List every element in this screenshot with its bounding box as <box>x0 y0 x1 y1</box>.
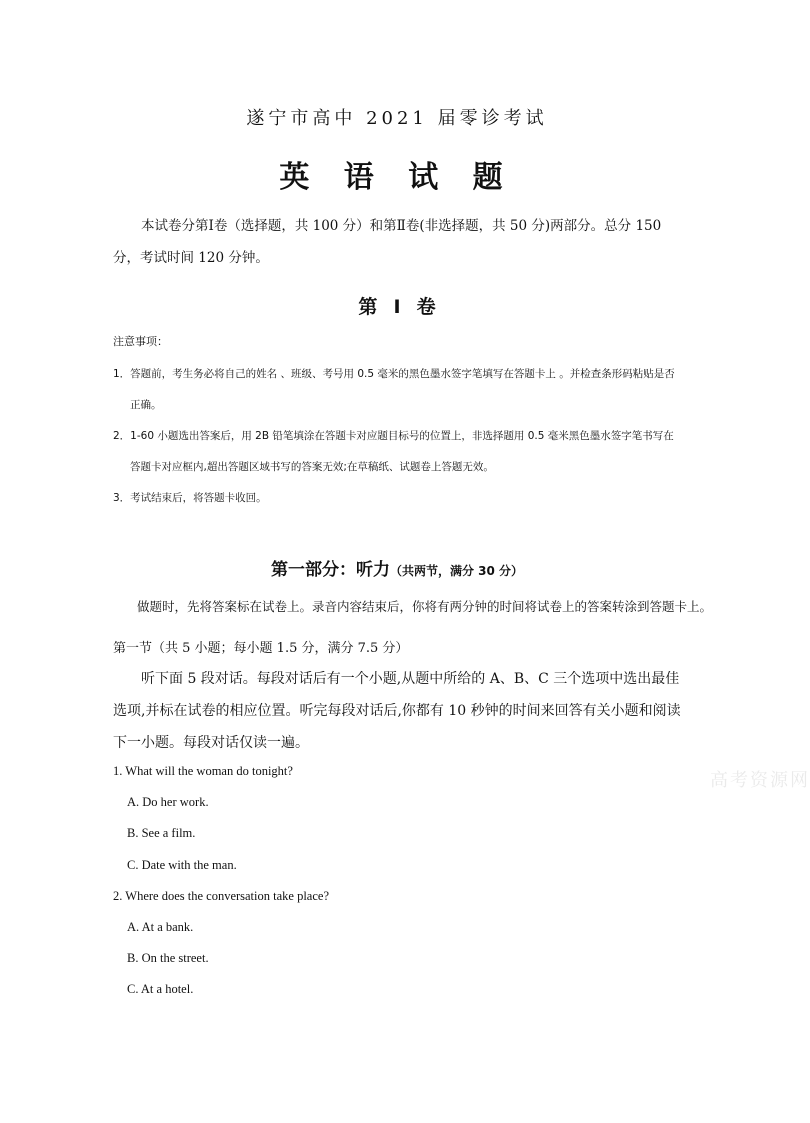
part1-instruction: 做题时，先将答案标在试卷上。录音内容结束后，你将有两分钟的时间将试卷上的答案转涂到答题卡上。 <box>137 599 713 614</box>
section1-body: 听下面 5 段对话。每段对话后有一个小题,从题中所给的 A、B、C 三个选项中选出最佳选项,并标在试卷的相应位置。听完每段对话后,你都有 10 秒钟的时间来回答有关小题和阅读下一小题。每段对话仅读一遍。 <box>113 671 681 751</box>
answer-option: C. Date with the man. <box>127 858 237 872</box>
section1-title: 第一节（共 5 小题；每小题 1.5 分，满分 7.5 分） <box>113 641 409 656</box>
part1-title <box>0 555 794 580</box>
watermark: 高考资源网 <box>710 770 810 791</box>
answer-option: B. See a film. <box>127 826 196 840</box>
subject-title: 英 语 试 题 <box>279 160 515 195</box>
question-stem: 1. What will the woman do tonight? <box>113 764 293 778</box>
volume-title-last: 卷 <box>416 296 436 318</box>
volume-title-numeral: Ⅰ <box>393 296 401 318</box>
exam-title: 遂宁市高中 2021 届零诊考试 <box>246 108 548 129</box>
volume-title-first: 第 <box>358 296 378 318</box>
answer-option: B. On the street. <box>127 951 209 965</box>
note-item: 1．答题前，考生务必将自己的姓名 、班级、考号用 0.5 毫米的黑色墨水签字笔填写在答题卡上 。并检查条形码粘贴是否 <box>113 368 675 380</box>
answer-option: A. At a bank. <box>127 920 194 934</box>
part1-title-sub: （共两节，满分 30 分） <box>389 564 524 578</box>
note-item: 答题卡对应框内,超出答题区域书写的答案无效;在草稿纸、试题卷上答题无效。 <box>130 461 494 473</box>
note-item: 正确。 <box>130 399 162 411</box>
note-item: 2．1-60 小题选出答案后，用 2B 铅笔填涂在答题卡对应题目标号的位置上，非选择题用 0.5 毫米黑色墨水签字笔书写在 <box>113 430 674 442</box>
answer-option: A. Do her work. <box>127 795 209 809</box>
note-item: 3．考试结束后，将答题卡收回。 <box>113 492 267 504</box>
volume-title <box>0 292 794 319</box>
question-stem: 2. Where does the conversation take place? <box>113 889 329 903</box>
part1-title-main: 第一部分：听力 <box>270 560 390 580</box>
exam-intro: 本试卷分第Ⅰ卷（选择题，共 100 分）和第Ⅱ卷(非选择题，共 50 分)两部分。总分 150 分，考试时间 120 分钟。 <box>113 218 662 266</box>
notes-heading: 注意事项： <box>113 335 168 348</box>
answer-option: C. At a hotel. <box>127 982 194 996</box>
